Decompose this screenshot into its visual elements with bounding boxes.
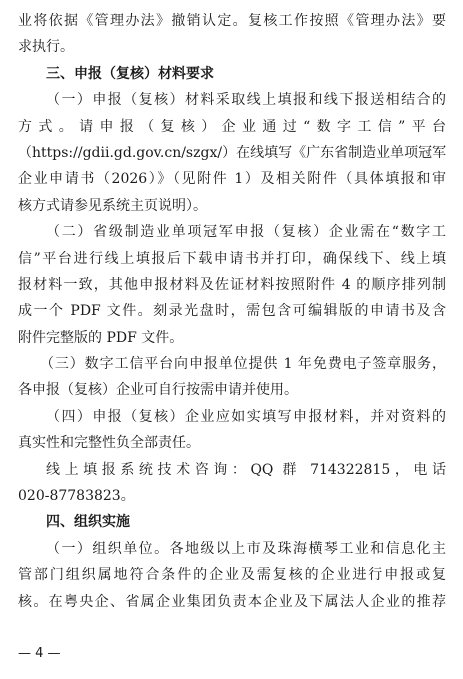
paragraph-line: 信”平台进行线上填报后下载申请书并打印，确保线下、线上填 [18,250,446,267]
paragraph-line: 线上填报系统技术咨询：QQ 群 714322815，电话 [46,461,446,478]
paragraph-line: （三）数字工信平台向申报单位提供 1 年免费电子签章服务， [40,356,446,373]
paragraph-line: （一）申报（复核）材料采取线上填报和线下报送相结合的 [46,92,446,109]
body-text [18,8,446,615]
paragraph-line: 核。在粤央企、省属企业集团负责本企业及下属法人企业的推荐 [18,593,446,610]
paragraph-line: 企业申请书（2026）》（见附件 1）及相关附件（具体填报和审 [18,171,446,188]
paragraph-line: 业将依据《管理办法》撤销认定。复核工作按照《管理办法》要 [18,13,446,29]
paragraph-line: 成一个 PDF 文件。刻录光盘时，需包含可编辑版的申请书及含 [18,303,446,320]
section-heading: 四、组织实施 [46,514,130,531]
paragraph-line: 各申报（复核）企业可自行按需申请并使用。 [18,382,298,399]
paragraph-line: 管部门组织属地符合条件的企业及需复核的企业进行申报或复 [18,567,446,584]
paragraph-line: 真实性和完整性负全部责任。 [18,435,200,452]
section-heading: 三、申报（复核）材料要求 [46,65,214,82]
paragraph-line: 核方式请参见系统主页说明）。 [18,197,207,214]
paragraph-line: （二）省级制造业单项冠军申报（复核）企业需在“数字工 [46,224,446,241]
paragraph-line: 求执行。 [18,39,74,56]
paragraph-line: 020-87783823。 [18,488,135,505]
paragraph-line: 报材料一致，其他申报材料及佐证材料按照附件 4 的顺序排列制 [18,276,446,293]
paragraph-line: 附件完整版的 PDF 文件。 [18,329,184,346]
paragraph-line: （一）组织单位。各地级以上市及珠海横琴工业和信息化主 [46,540,446,557]
paragraph-line: （https://gdii.gd.gov.cn/szgx/）在线填写《广东省制造业单项冠军 [18,144,446,161]
paragraph-line: （四）申报（复核）企业应如实填写申报材料，并对资料的 [46,408,446,425]
paragraph-line: 方式。请申报（复核）企业通过“数字工信”平台 [18,118,446,135]
page-number: — 4 — [18,646,61,661]
